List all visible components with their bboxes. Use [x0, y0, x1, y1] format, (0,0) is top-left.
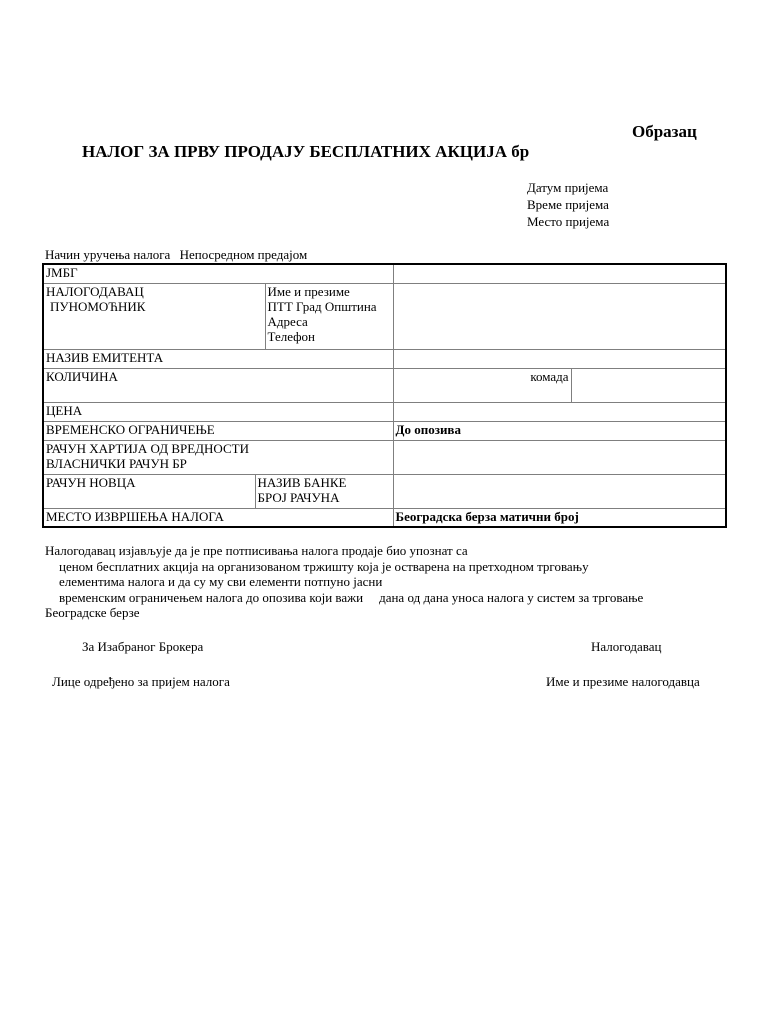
delivery-method-label: Начин уручења налога	[45, 247, 171, 262]
principal-label-2: ПУНОМОЋНИК	[50, 298, 146, 314]
broker-signature-label: За Изабраног Брокера	[82, 639, 204, 654]
row-principal	[43, 283, 726, 349]
delivery-method-value: Непосредном предајом	[179, 247, 308, 262]
principal-label	[43, 283, 265, 349]
principal-name-label: Име и презиме	[267, 283, 350, 299]
order-form-table	[42, 263, 727, 528]
principal-label-1: НАЛОГОДАВАЦ	[46, 283, 144, 299]
jmbg-label: ЈМБГ	[43, 264, 393, 283]
row-time-limit	[43, 421, 726, 440]
row-jmbg	[43, 264, 726, 283]
time-limit-label: ВРЕМЕНСКО ОГРАНИЧЕЊЕ	[43, 421, 393, 440]
issuer-field[interactable]	[393, 349, 726, 368]
delivery-method	[45, 247, 307, 263]
receipt-time-label: Време пријема	[527, 197, 609, 212]
declaration-line-4b: дана од дана уноса налога у систем за трговање	[379, 589, 644, 605]
declaration-line-5: Београдске берзе	[45, 605, 140, 620]
row-price	[43, 402, 726, 421]
declaration-line-3: елементима налога и да су му сви елементи потпуно јасни	[59, 574, 383, 589]
price-label: ЦЕНА	[43, 402, 393, 421]
issuer-label: НАЗИВ ЕМИТЕНТА	[43, 349, 393, 368]
declaration-line-4	[45, 590, 643, 606]
declaration-line-2: ценом бесплатних акција на организованом тржишту која је остварена на претходном трговању	[59, 558, 589, 574]
form-type-label: Образац	[632, 122, 697, 141]
securities-account-field[interactable]	[393, 440, 726, 474]
time-limit-value: До опозива	[393, 421, 726, 440]
bank-name-label: НАЗИВ БАНКЕ	[257, 474, 347, 490]
quantity-label: КОЛИЧИНА	[43, 368, 393, 402]
quantity-field[interactable]	[571, 368, 726, 402]
row-quantity	[43, 368, 726, 402]
principal-fields	[265, 283, 393, 349]
securities-account-label	[43, 440, 393, 474]
execution-place-label: МЕСТО ИЗВРШЕЊА НАЛОГА	[43, 508, 393, 527]
declaration-text	[45, 543, 643, 621]
principal-city-label: ПТТ Град Општина	[267, 298, 377, 314]
document-title: НАЛОГ ЗА ПРВУ ПРОДАЈУ БЕСПЛАТНИХ АКЦИЈА бр	[82, 142, 530, 161]
jmbg-field[interactable]	[393, 264, 726, 283]
price-field[interactable]	[393, 402, 726, 421]
row-execution-place	[43, 508, 726, 527]
securities-account-label-1: РАЧУН ХАРТИЈА ОД ВРЕДНОСТИ	[46, 440, 249, 456]
principal-field[interactable]	[393, 283, 726, 349]
principal-signature-label: Налогодавац	[591, 639, 662, 654]
declaration-line-1: Налогодавац изјављује да је пре потписивања налога продаје био упознат са	[45, 543, 468, 558]
receipt-info	[527, 179, 609, 230]
principal-address-label: Адреса	[267, 313, 308, 329]
cash-account-field[interactable]	[393, 474, 726, 508]
securities-account-label-2: ВЛАСНИЧКИ РАЧУН БР	[46, 455, 187, 471]
account-number-label: БРОЈ РАЧУНА	[257, 489, 340, 505]
receiver-signature-label: Лице одређено за пријем налога	[52, 674, 230, 689]
principal-name-signature-label: Име и презиме налогодавца	[546, 674, 700, 689]
declaration-line-4a: временским ограничењем налога до опозива који важи	[59, 589, 364, 605]
bank-info-labels	[255, 474, 393, 508]
row-securities-account	[43, 440, 726, 474]
row-cash-account	[43, 474, 726, 508]
execution-place-value: Београдска берза матични број	[393, 508, 726, 527]
row-issuer	[43, 349, 726, 368]
principal-phone-label: Телефон	[267, 328, 316, 344]
quantity-unit-label: комада	[393, 368, 571, 402]
cash-account-label: РАЧУН НОВЦА	[43, 474, 255, 508]
receipt-date-label: Датум пријема	[527, 180, 609, 195]
receipt-place-label: Место пријема	[527, 214, 610, 229]
